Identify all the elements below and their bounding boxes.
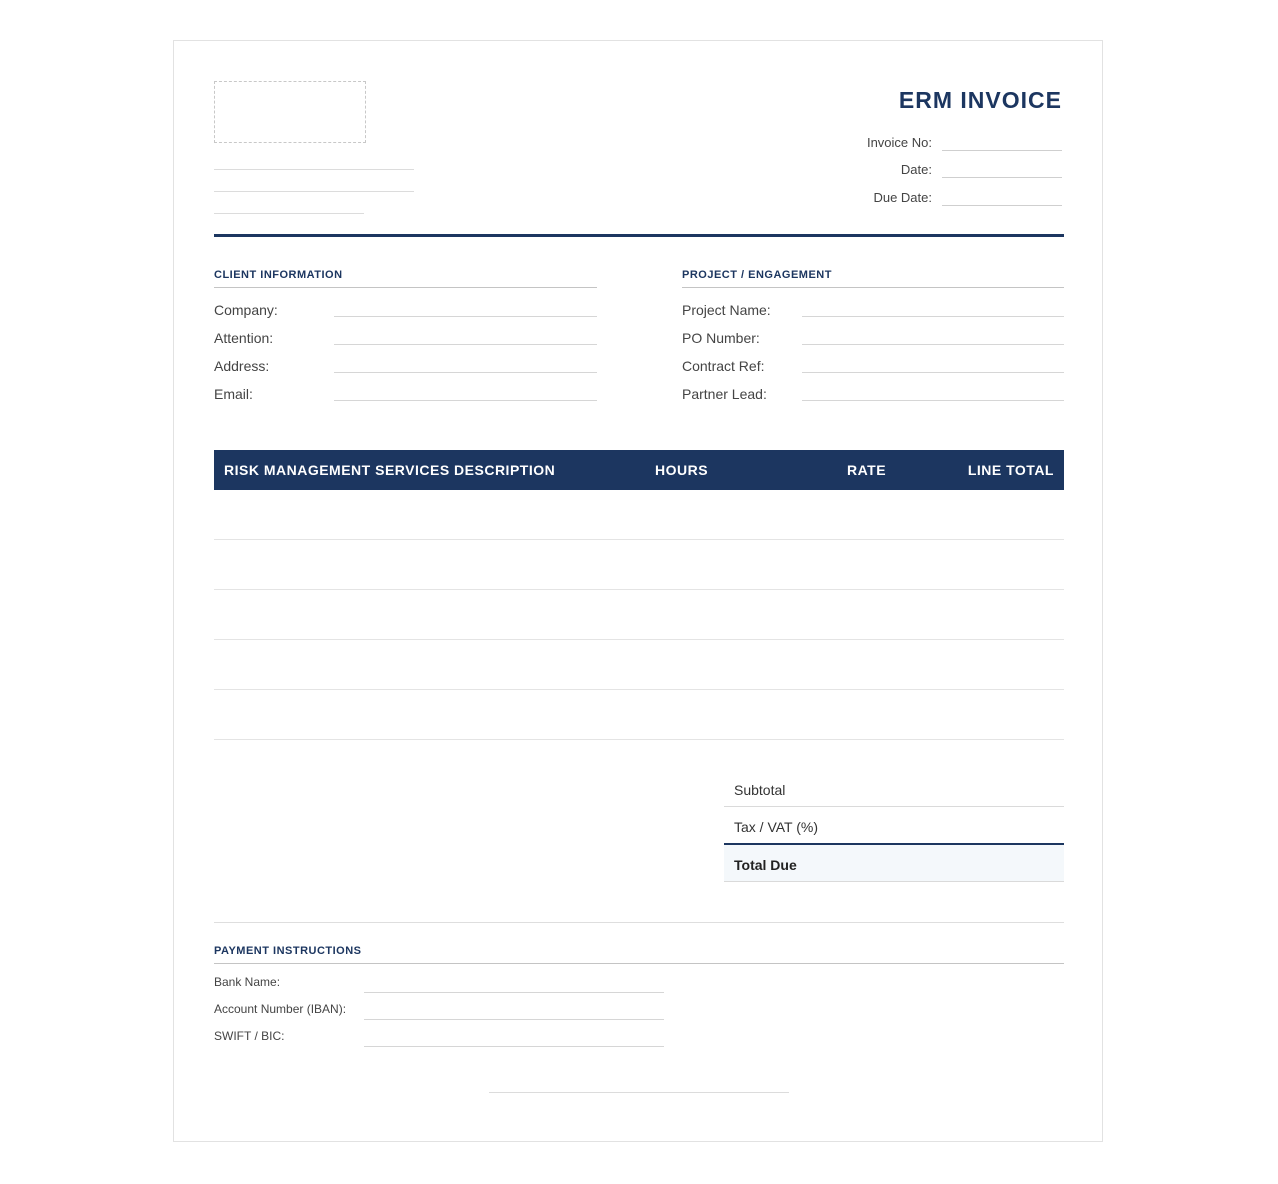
subtotal-label: Subtotal xyxy=(734,782,786,798)
contract-ref-field[interactable] xyxy=(802,372,1064,373)
po-number-field[interactable] xyxy=(802,344,1064,345)
line-total-column-header: LINE TOTAL xyxy=(967,462,1054,478)
due-date-label: Due Date: xyxy=(873,190,932,205)
project-heading: PROJECT / ENGAGEMENT xyxy=(682,269,832,281)
iban-label: Account Number (IBAN): xyxy=(214,1002,347,1016)
line-item-row[interactable] xyxy=(214,589,1064,590)
company-label: Company: xyxy=(214,302,278,318)
attention-field[interactable] xyxy=(334,344,597,345)
attention-label: Attention: xyxy=(214,330,274,346)
company-address-line-1[interactable] xyxy=(214,169,414,170)
email-field[interactable] xyxy=(334,400,597,401)
subtotal-divider xyxy=(724,806,1064,807)
client-info-rule xyxy=(214,287,597,288)
project-name-label: Project Name: xyxy=(682,302,771,318)
bank-name-label: Bank Name: xyxy=(214,975,281,989)
total-due-bottom-rule xyxy=(724,881,1064,882)
invoice-title: ERM INVOICE xyxy=(898,87,1062,113)
hours-column-header: HOURS xyxy=(655,462,709,478)
payment-rule xyxy=(214,963,1064,964)
partner-lead-field[interactable] xyxy=(802,400,1064,401)
address-field[interactable] xyxy=(334,372,597,373)
swift-field[interactable] xyxy=(364,1046,664,1047)
invoice-page xyxy=(173,40,1103,1142)
invoice-no-label: Invoice No: xyxy=(866,135,932,150)
due-date-field[interactable] xyxy=(942,205,1062,206)
logo-placeholder[interactable] xyxy=(214,81,366,143)
line-items-header xyxy=(214,450,1064,490)
partner-lead-label: Partner Lead: xyxy=(682,386,767,402)
line-item-row[interactable] xyxy=(214,689,1064,690)
client-info-heading: CLIENT INFORMATION xyxy=(214,269,343,281)
line-item-row[interactable] xyxy=(214,739,1064,740)
header-divider xyxy=(214,234,1064,237)
payment-heading: PAYMENT INSTRUCTIONS xyxy=(214,945,362,957)
swift-label: SWIFT / BIC: xyxy=(214,1029,285,1043)
email-label: Email: xyxy=(214,386,253,402)
po-number-label: PO Number: xyxy=(682,330,760,346)
description-column-header: RISK MANAGEMENT SERVICES DESCRIPTION xyxy=(224,462,556,478)
date-field[interactable] xyxy=(942,177,1062,178)
line-item-row[interactable] xyxy=(214,539,1064,540)
contract-ref-label: Contract Ref: xyxy=(682,358,765,374)
project-name-field[interactable] xyxy=(802,316,1064,317)
date-label: Date: xyxy=(900,162,932,177)
company-address-line-3[interactable] xyxy=(214,213,364,214)
iban-field[interactable] xyxy=(364,1019,664,1020)
payment-top-divider xyxy=(214,922,1064,923)
line-item-row[interactable] xyxy=(214,639,1064,640)
total-due-label: Total Due xyxy=(734,857,797,873)
bank-name-field[interactable] xyxy=(364,992,664,993)
company-field[interactable] xyxy=(334,316,597,317)
signature-line[interactable] xyxy=(489,1092,789,1093)
invoice-no-field[interactable] xyxy=(942,150,1062,151)
address-label: Address: xyxy=(214,358,270,374)
rate-column-header: RATE xyxy=(847,462,887,478)
tax-label: Tax / VAT (%) xyxy=(734,819,819,835)
company-address-line-2[interactable] xyxy=(214,191,414,192)
project-rule xyxy=(682,287,1064,288)
